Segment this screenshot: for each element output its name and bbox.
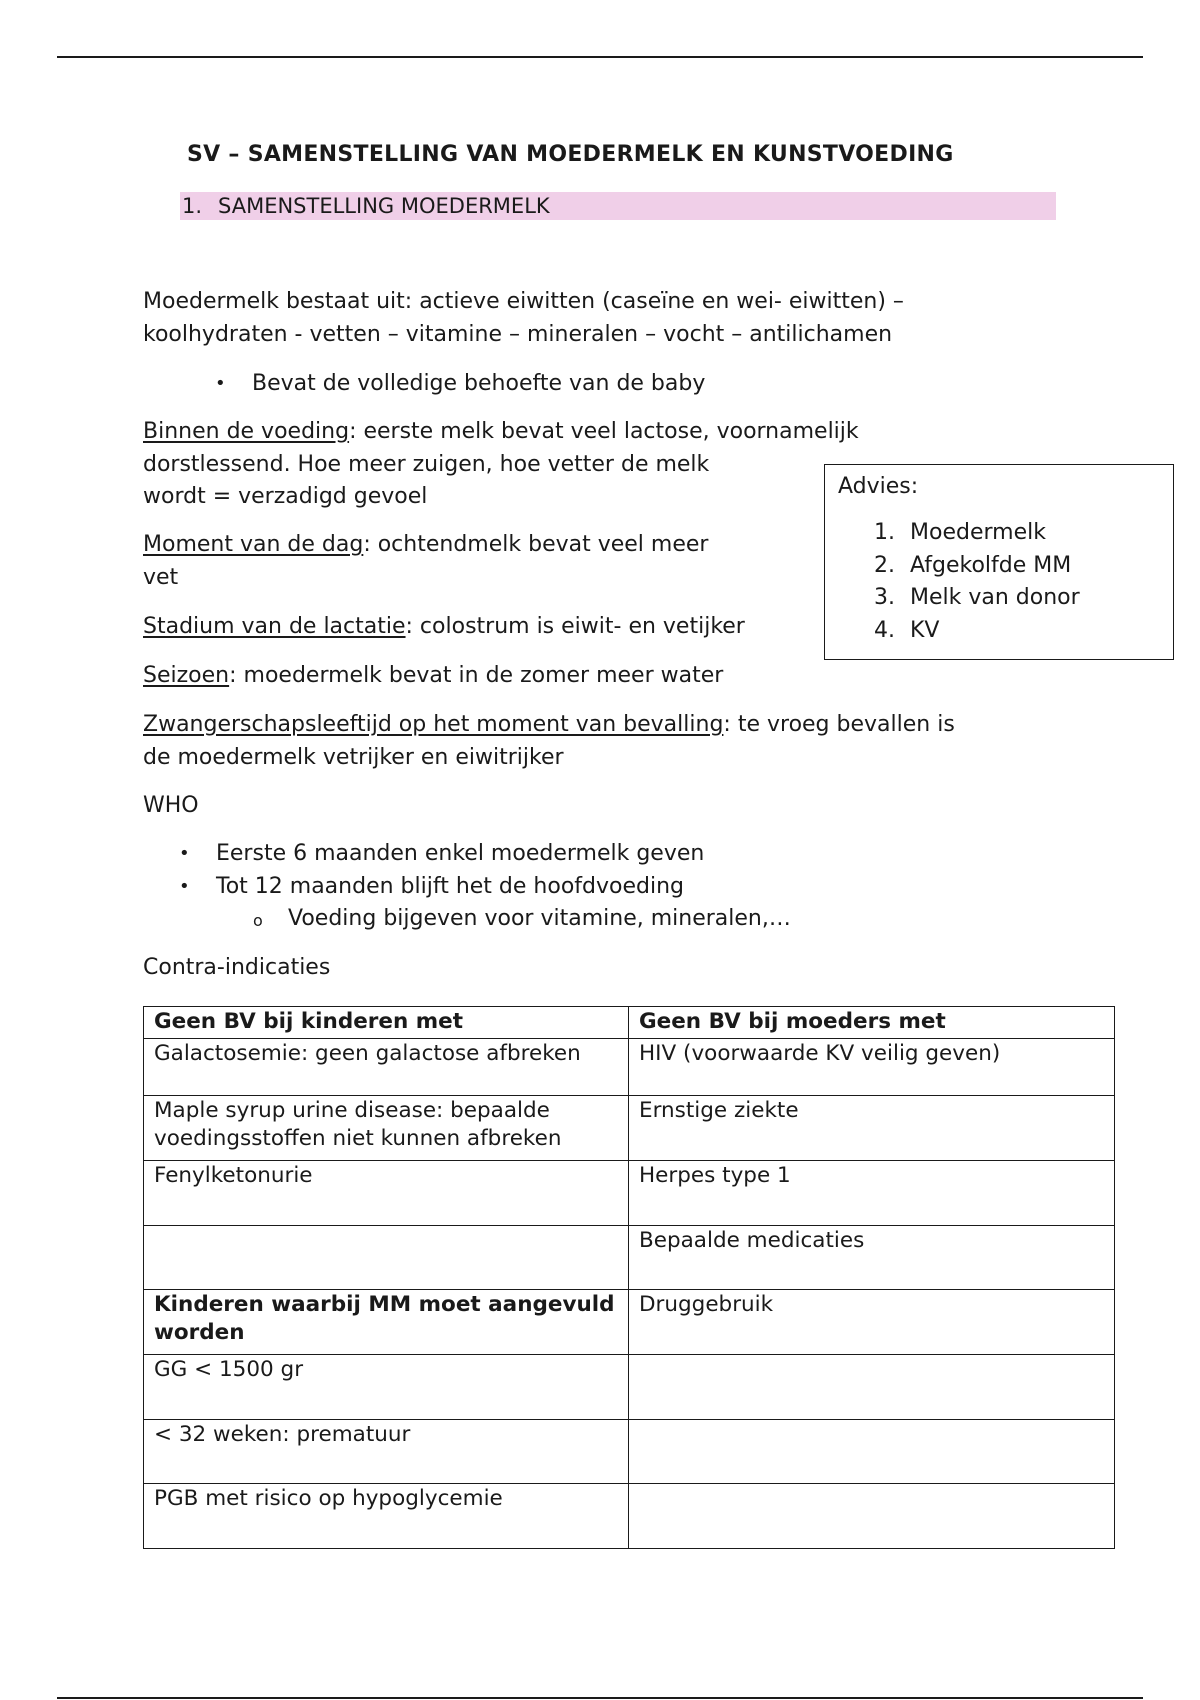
table-row xyxy=(144,1355,1115,1420)
factor-seizoen xyxy=(143,660,723,693)
page-title: SV – SAMENSTELLING VAN MOEDERMELK EN KUNSTVOEDING xyxy=(187,142,954,167)
table-row xyxy=(144,1484,1115,1549)
section-label: SAMENSTELLING MOEDERMELK xyxy=(218,194,550,218)
table-row xyxy=(144,1161,1115,1226)
factor-zwangerschap-line-2: de moedermelk vetrijker en eiwitrijker xyxy=(143,744,564,770)
intro-bullet xyxy=(215,368,706,401)
intro-line-2: koolhydraten - vetten – vitamine – mineralen – vocht – antilichamen xyxy=(143,321,893,347)
page-bottom-rule xyxy=(57,1697,1143,1699)
who-bullet xyxy=(179,871,684,904)
contra-indications-table xyxy=(143,1006,1115,1549)
who-bullet xyxy=(179,838,705,871)
factor-lactatie-term: Stadium van de lactatie xyxy=(143,614,406,639)
factor-voeding xyxy=(143,416,859,514)
section-heading xyxy=(180,192,1056,220)
bullet-dot: • xyxy=(179,875,190,897)
factor-zwangerschap xyxy=(143,709,955,774)
factor-seizoen-text: : moedermelk bevat in de zomer meer water xyxy=(229,663,724,688)
who-label: WHO xyxy=(143,793,199,818)
table-cell: < 32 weken: prematuur xyxy=(144,1420,629,1484)
who-sub-bullet-text: Voeding bijgeven voor vitamine, mineralen,… xyxy=(288,906,791,931)
bullet-dot: • xyxy=(215,373,226,394)
advies-title: Advies: xyxy=(838,474,919,499)
advies-item-number: 1. xyxy=(874,520,895,545)
advies-item-number: 4. xyxy=(874,617,895,643)
who-bullet-text: Tot 12 maanden blijft het de hoofdvoeding xyxy=(216,873,684,899)
table-cell xyxy=(629,1355,1115,1420)
table-row xyxy=(144,1039,1115,1096)
section-number: 1. xyxy=(182,194,203,218)
table-cell: Bepaalde medicaties xyxy=(629,1226,1115,1290)
table-cell: Galactosemie: geen galactose afbreken xyxy=(144,1039,629,1096)
who-sub-bullet xyxy=(253,903,791,936)
table-cell xyxy=(629,1484,1115,1549)
factor-dag-term: Moment van de dag xyxy=(143,532,364,557)
advies-item-number: 2. xyxy=(874,552,895,578)
factor-dag-text: : ochtendmelk bevat veel meer xyxy=(363,532,709,557)
advies-item-label: Melk van donor xyxy=(910,585,1080,610)
advies-item xyxy=(874,582,1080,615)
sub-bullet-marker: o xyxy=(253,911,263,930)
table-header-cell: Geen BV bij moeders met xyxy=(629,1007,1115,1039)
table-header-row xyxy=(144,1007,1115,1039)
factor-voeding-term: Binnen de voeding xyxy=(143,419,350,444)
advies-item-number: 3. xyxy=(874,585,895,610)
factor-seizoen-term: Seizoen xyxy=(143,663,230,688)
table-cell: HIV (voorwaarde KV veilig geven) xyxy=(629,1039,1115,1096)
table-row xyxy=(144,1420,1115,1484)
table-cell: Fenylketonurie xyxy=(144,1161,629,1226)
table-header-cell: Geen BV bij kinderen met xyxy=(144,1007,629,1039)
factor-zwangerschap-term: Zwangerschapsleeftijd op het moment van bevalling xyxy=(143,712,724,737)
table-cell: Ernstige ziekte xyxy=(629,1096,1115,1161)
table-subheader-cell: Kinderen waarbij MM moet aangevuld worden xyxy=(144,1290,629,1355)
advies-item-label: Afgekolfde MM xyxy=(910,552,1072,578)
factor-lactatie xyxy=(143,611,745,644)
table-cell: Druggebruik xyxy=(629,1290,1115,1355)
page-top-rule xyxy=(57,56,1143,58)
table-cell: GG < 1500 gr xyxy=(144,1355,629,1420)
factor-zwangerschap-text: : te vroeg bevallen is xyxy=(723,712,955,737)
advies-item xyxy=(874,615,939,648)
intro-paragraph xyxy=(143,286,904,351)
factor-voeding-line-2: dorstlessend. Hoe meer zuigen, hoe vetter de melk xyxy=(143,451,710,477)
intro-line-1: Moedermelk bestaat uit: actieve eiwitten (caseïne en wei- eiwitten) – xyxy=(143,289,904,314)
factor-dag xyxy=(143,529,708,594)
advies-item-label: KV xyxy=(910,617,940,643)
advies-item-label: Moedermelk xyxy=(910,520,1046,545)
table-row xyxy=(144,1226,1115,1290)
factor-lactatie-text: : colostrum is eiwit- en vetijker xyxy=(405,614,745,639)
advies-item xyxy=(874,517,1046,550)
intro-bullet-text: Bevat de volledige behoefte van de baby xyxy=(252,371,706,396)
table-cell: Herpes type 1 xyxy=(629,1161,1115,1226)
contra-label: Contra-indicaties xyxy=(143,955,331,980)
advies-item xyxy=(874,550,1071,583)
table-cell xyxy=(629,1420,1115,1484)
factor-voeding-line-3: wordt = verzadigd gevoel xyxy=(143,484,428,509)
factor-voeding-text: : eerste melk bevat veel lactose, voornamelijk xyxy=(349,419,859,444)
who-bullet-text: Eerste 6 maanden enkel moedermelk geven xyxy=(216,841,705,866)
table-cell: PGB met risico op hypoglycemie xyxy=(144,1484,629,1549)
factor-dag-line-2: vet xyxy=(143,564,179,590)
bullet-dot: • xyxy=(179,843,190,864)
table-cell xyxy=(144,1226,629,1290)
table-row xyxy=(144,1096,1115,1161)
table-row xyxy=(144,1290,1115,1355)
advies-box xyxy=(824,464,1174,660)
table-cell: Maple syrup urine disease: bepaalde voedingsstoffen niet kunnen afbreken xyxy=(144,1096,629,1161)
